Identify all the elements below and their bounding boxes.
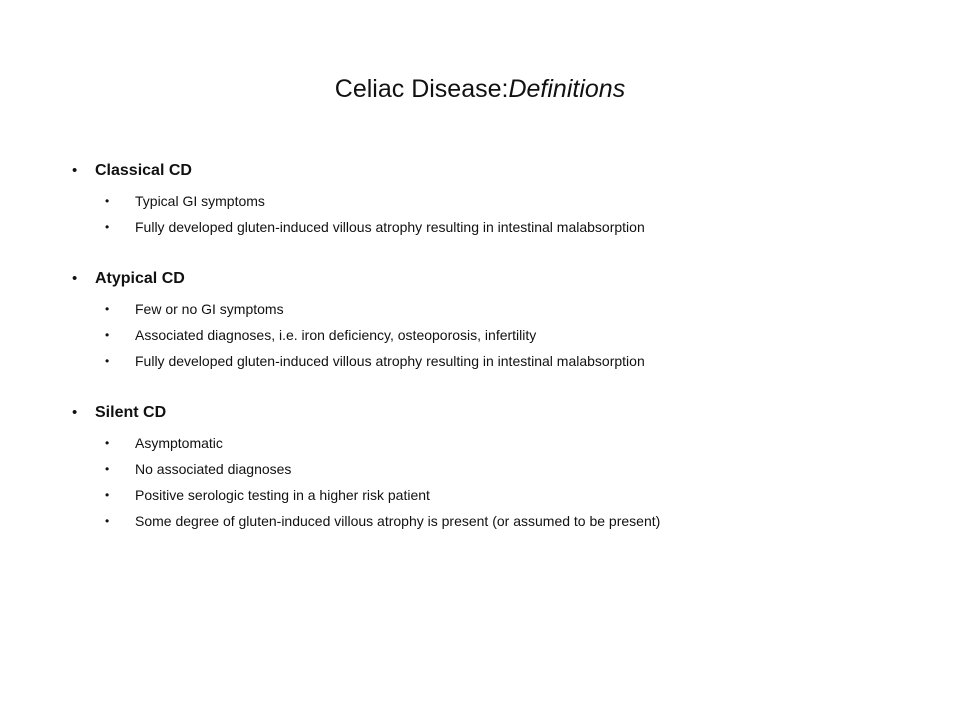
bullet-icon: • [72,404,78,421]
section-heading: Classical CD [95,162,192,179]
list-item-text: Fully developed gluten-induced villous atrophy resulting in intestinal malabsorption [135,353,645,369]
list-item-text: Some degree of gluten-induced villous atrophy is present (or assumed to be present) [135,513,661,529]
list-item-text: No associated diagnoses [135,461,292,477]
bullet-icon: • [105,328,110,342]
bullet-icon: • [105,436,110,450]
list-item [72,482,902,508]
title-main: Celiac Disease: [334,75,509,103]
list-item [72,456,902,482]
section-heading-row [72,400,902,426]
list-item [72,188,902,214]
list-item-text: Asymptomatic [135,435,223,451]
list-item [72,296,902,322]
section-heading-row [72,158,902,184]
bullet-icon: • [105,354,110,368]
sub-bullet-list [72,430,902,534]
sub-bullet-list [72,296,902,374]
list-item-text: Fully developed gluten-induced villous atrophy resulting in intestinal malabsorption [135,219,645,235]
list-item-text: Typical GI symptoms [135,193,265,209]
bullet-icon: • [105,514,110,528]
list-item-text: Associated diagnoses, i.e. iron deficiency, osteoporosis, infertility [135,327,537,343]
section-atypical [72,266,902,374]
section-silent [72,400,902,534]
sub-bullet-list [72,188,902,240]
bullet-content [72,158,902,560]
title-italic: Definitions [508,75,626,103]
bullet-icon: • [105,302,110,316]
section-classical [72,158,902,240]
list-item [72,348,902,374]
list-item [72,322,902,348]
bullet-icon: • [72,270,78,287]
section-heading-row [72,266,902,292]
list-item-text: Positive serologic testing in a higher risk patient [135,487,430,503]
bullet-icon: • [105,488,110,502]
bullet-icon: • [105,220,110,234]
section-heading: Atypical CD [95,270,185,287]
list-item-text: Few or no GI symptoms [135,301,284,317]
section-heading: Silent CD [95,404,167,421]
bullet-icon: • [105,194,110,208]
list-item [72,430,902,456]
list-item [72,214,902,240]
list-item [72,508,902,534]
page-title [0,72,960,106]
bullet-icon: • [105,462,110,476]
bullet-icon: • [72,162,78,179]
